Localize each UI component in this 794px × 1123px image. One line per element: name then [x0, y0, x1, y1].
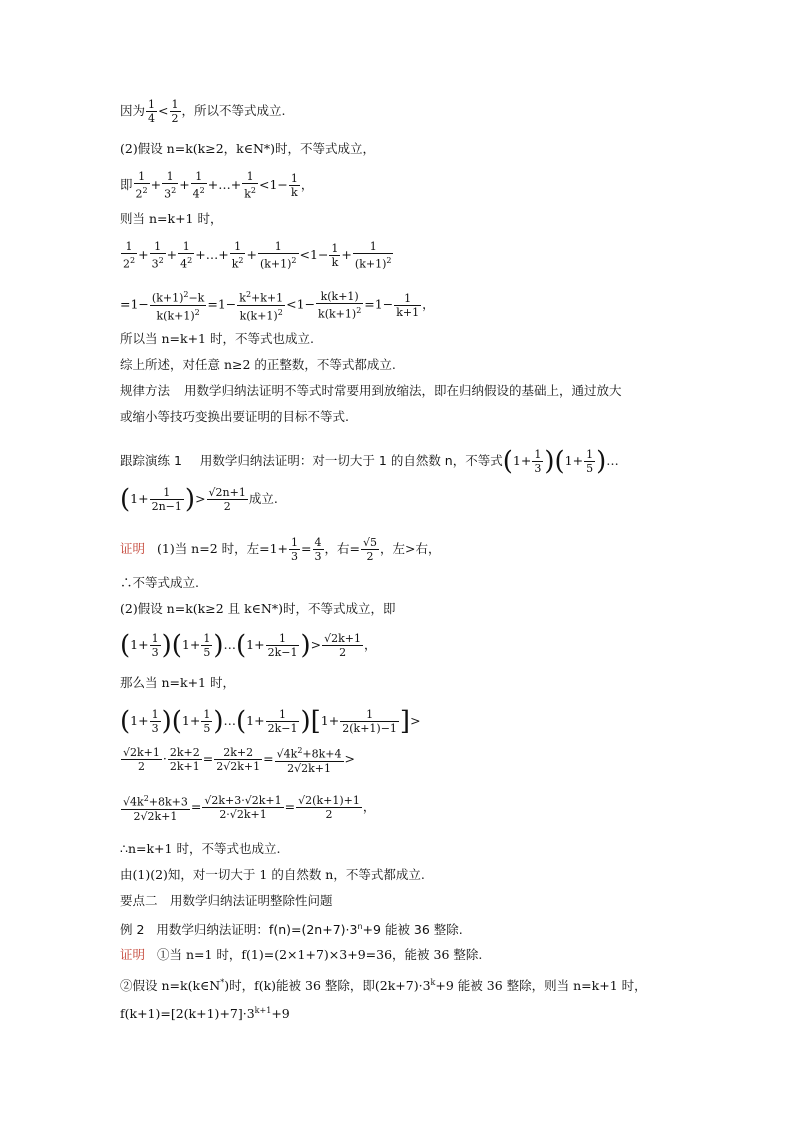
- practice-1-line: 跟踪演练 1 用数学归纳法证明：对一切大于 1 的自然数 n，不等式(1+ $\frac{1}{3}$ )(1+ $\frac{1}{5}$ )…: [120, 446, 619, 477]
- section-heading: 要点二 用数学归纳法证明整除性问题: [120, 893, 333, 908]
- example-2-label: 例 2: [120, 922, 145, 938]
- practice-1-label: 跟踪演练 1: [120, 453, 182, 468]
- line-16: (1+ $\frac{1}{3}$ )(1+ $\frac{1}{5}$ )…(1+ $\frac{1}{2k-1}$ )> $\frac{√2k+1}{2}$ ，: [120, 630, 377, 661]
- line-2: (2)假设 n=k(k≥2，k∈N*)时，不等式成立，: [120, 141, 376, 156]
- line-15: (2)假设 n=k(k≥2 且 k∈N*)时，不等式成立，即: [120, 601, 396, 616]
- line-7: 所以当 n=k+1 时，不等式也成立.: [120, 331, 314, 346]
- line-18: (1+ $\frac{1}{3}$ )(1+ $\frac{1}{5}$ )…(1+ $\frac{1}{2k-1}$ )[1+ $\frac{1}{2(k+1)-1}$ ]>: [120, 706, 421, 737]
- example-2-line: 例 2 用数学归纳法证明：$f(n)=(2n+7)\cdot 3^n+9$ 能被 36 整除.: [120, 922, 463, 938]
- line-17: 那么当 n=k+1 时，: [120, 675, 235, 690]
- line-20: $\frac{√4k^2+8k+3}{2√2k+1}$ = $\frac{√2k+3\cdot√2k+1}{2\cdot√2k+1}$ = $\frac{√2(k+1)+1}{2}$ ，: [123, 793, 376, 823]
- line-6: =1− $\frac{(k+1)^2-k}{k(k+1)^2}$ =1− $\frac{k^2+k+1}{k(k+1)^2}$ <1− $\frac{k(k+1)}{k(k+1)^2}$ =1− $\frac{1}{k+1}$ ，: [120, 289, 435, 323]
- line-1: 因为 $\frac{1}{4}$ < $\frac{1}{2}$ ，所以不等式成立.: [120, 98, 286, 125]
- line-27: $f(k+1)=[2(k+1)+7]\cdot 3^{k+1}+9$: [120, 1006, 290, 1022]
- rule-method-label: 规律方法: [120, 383, 171, 398]
- line-14: ∴不等式成立.: [120, 575, 199, 590]
- line-21: ∴n=k+1 时，不等式也成立.: [120, 841, 281, 856]
- line-22: 由(1)(2)知，对一切大于 1 的自然数 n，不等式都成立.: [120, 867, 425, 882]
- proof-2-label: 证明: [120, 947, 146, 962]
- proof-label: 证明: [120, 541, 146, 556]
- line-4: 则当 n=k+1 时，: [120, 211, 223, 226]
- practice-1-line-2: (1+ $\frac{1}{2n-1}$ )> $\frac{√2n+1}{2}$ 成立.: [120, 484, 278, 515]
- line-26: ②假设 n=k(k∈N*)时，f(k)能被 36 整除，即$(2k+7)\cdot 3^k+9$ 能被 36 整除，则当 n=k+1 时，: [120, 978, 647, 994]
- line-5: $\frac{1}{2^2}$ + $\frac{1}{3^2}$ + $\frac{1}{4^2}$ +…+ $\frac{1}{k^2}$ + $\frac{1}{(k+1)^2}$ <1− $\frac{1}{k}$ + $\frac{1}{(k+1)^2}$: [123, 240, 392, 271]
- rule-method-line-2: 或缩小等技巧变换出要证明的目标不等式.: [120, 409, 349, 424]
- proof-1-line: 证明 (1)当 n=2 时，左=1+ $\frac{1}{3}$ = $\frac{4}{3}$ ，右= $\frac{√5}{2}$ ，左>右，: [120, 536, 441, 563]
- rule-method-line: 规律方法 用数学归纳法证明不等式时常要用到放缩法，即在归纳假设的基础上，通过放大: [120, 383, 622, 398]
- line-3: 即 $\frac{1}{2^2}$ + $\frac{1}{3^2}$ + $\frac{1}{4^2}$ +…+ $\frac{1}{k^2}$ <1− $\frac{1}{k}$ ，: [120, 170, 314, 201]
- proof-2-line: 证明 ①当 n=1 时，f(1)=(2×1+7)×3+9=36，能被 36 整除.: [120, 947, 483, 962]
- line-8: 综上所述，对任意 n≥2 的正整数，不等式都成立.: [120, 357, 396, 372]
- line-19: $\frac{√2k+1}{2}$ · $\frac{2k+2}{2k+1}$ = $\frac{2k+2}{2√2k+1}$ = $\frac{√4k^2+8k+4}{2√2k+1}$ >: [123, 745, 355, 775]
